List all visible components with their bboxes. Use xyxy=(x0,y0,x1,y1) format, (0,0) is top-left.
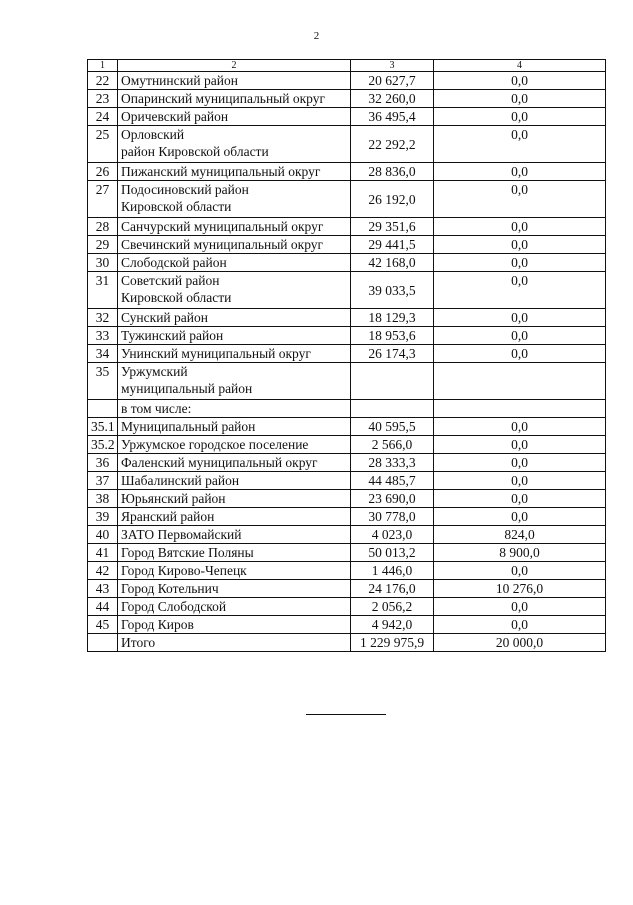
municipality-name-line: Тужинский район xyxy=(121,328,224,343)
row-number-cell: 36 xyxy=(88,454,118,472)
column-4-value-cell: 0,0 xyxy=(434,90,606,108)
table-row xyxy=(88,436,606,454)
allocation-table xyxy=(87,59,606,652)
page-number: 2 xyxy=(313,30,320,42)
column-4-value-cell: 0,0 xyxy=(434,108,606,126)
municipality-name-line: Свечинский муниципальный округ xyxy=(121,237,324,252)
row-number-cell: 27 xyxy=(88,181,118,218)
column-4-value-cell: 0,0 xyxy=(434,181,606,218)
municipality-name-line: район Кировской области xyxy=(121,144,269,159)
column-4-value-cell: 0,0 xyxy=(434,272,606,309)
column-3-value-cell: 26 192,0 xyxy=(351,181,434,218)
municipality-name-cell xyxy=(118,327,351,345)
municipality-name-line: Уржумское городское поселение xyxy=(121,437,309,452)
row-number-cell: 44 xyxy=(88,598,118,616)
column-4-value-cell: 0,0 xyxy=(434,436,606,454)
column-4-value-cell: 0,0 xyxy=(434,418,606,436)
column-3-value-cell: 18 953,6 xyxy=(351,327,434,345)
municipality-name-line: Слободской район xyxy=(121,255,227,270)
table-row xyxy=(88,218,606,236)
column-3-value-cell: 20 627,7 xyxy=(351,72,434,90)
column-4-value-cell: 0,0 xyxy=(434,72,606,90)
table-row xyxy=(88,309,606,327)
row-number-cell: 32 xyxy=(88,309,118,327)
column-4-value-cell: 0,0 xyxy=(434,126,606,163)
column-3-value-cell: 44 485,7 xyxy=(351,472,434,490)
row-number-cell: 30 xyxy=(88,254,118,272)
municipality-name-cell xyxy=(118,436,351,454)
column-3-value-cell: 30 778,0 xyxy=(351,508,434,526)
table-row xyxy=(88,526,606,544)
table-row xyxy=(88,126,606,163)
municipality-name-line: Кировской области xyxy=(121,199,232,214)
column-3-value-cell: 29 441,5 xyxy=(351,236,434,254)
column-3-value-cell: 40 595,5 xyxy=(351,418,434,436)
row-number-cell: 45 xyxy=(88,616,118,634)
table-row xyxy=(88,345,606,363)
municipality-name-cell xyxy=(118,526,351,544)
table-row xyxy=(88,181,606,218)
column-4-value-cell: 0,0 xyxy=(434,345,606,363)
municipality-name-cell xyxy=(118,490,351,508)
table-total-row xyxy=(88,634,606,652)
municipality-name-line: Опаринский муниципальный округ xyxy=(121,91,326,106)
row-number-cell: 31 xyxy=(88,272,118,309)
row-number-cell: 42 xyxy=(88,562,118,580)
column-4-value-cell: 0,0 xyxy=(434,562,606,580)
municipality-name-line: Муниципальный район xyxy=(121,419,256,434)
row-number-cell: 43 xyxy=(88,580,118,598)
municipality-name-line: в том числе: xyxy=(121,401,192,416)
column-3-value-cell: 22 292,2 xyxy=(351,126,434,163)
column-3-value-cell: 2 566,0 xyxy=(351,436,434,454)
municipality-name-line: Яранский район xyxy=(121,509,215,524)
municipality-name-cell xyxy=(118,634,351,652)
municipality-name-line: Город Кирово-Чепецк xyxy=(121,563,247,578)
table-row xyxy=(88,544,606,562)
municipality-name-line: Фаленский муниципальный округ xyxy=(121,455,318,470)
column-4-value-cell: 0,0 xyxy=(434,236,606,254)
table-row xyxy=(88,490,606,508)
row-number-cell: 37 xyxy=(88,472,118,490)
column-4-value-cell: 0,0 xyxy=(434,598,606,616)
table-row xyxy=(88,598,606,616)
municipality-name-cell xyxy=(118,126,351,163)
municipality-name-line: Омутнинский район xyxy=(121,73,238,88)
municipality-name-cell xyxy=(118,72,351,90)
municipality-name-line: Город Слободской xyxy=(121,599,227,614)
municipality-name-cell xyxy=(118,400,351,418)
row-number-cell xyxy=(88,400,118,418)
municipality-name-line: Уржумский xyxy=(121,364,188,379)
municipality-name-cell xyxy=(118,508,351,526)
municipality-name-cell xyxy=(118,254,351,272)
column-3-value-cell: 26 174,3 xyxy=(351,345,434,363)
column-3-value-cell: 4 942,0 xyxy=(351,616,434,634)
row-number-cell: 22 xyxy=(88,72,118,90)
municipality-name-cell xyxy=(118,616,351,634)
column-4-value-cell: 0,0 xyxy=(434,490,606,508)
table-row xyxy=(88,472,606,490)
table-row xyxy=(88,90,606,108)
municipality-name-cell xyxy=(118,236,351,254)
table-row xyxy=(88,72,606,90)
municipality-name-line: Орловский xyxy=(121,127,185,142)
row-number-cell: 40 xyxy=(88,526,118,544)
column-4-value-cell: 0,0 xyxy=(434,327,606,345)
column-4-value-cell xyxy=(434,400,606,418)
column-3-value-cell: 39 033,5 xyxy=(351,272,434,309)
row-number-cell: 41 xyxy=(88,544,118,562)
table-row xyxy=(88,163,606,181)
column-3-value-cell xyxy=(351,363,434,400)
column-4-value-cell: 8 900,0 xyxy=(434,544,606,562)
column-3-value-cell: 2 056,2 xyxy=(351,598,434,616)
row-number-cell: 23 xyxy=(88,90,118,108)
column-3-value-cell: 50 013,2 xyxy=(351,544,434,562)
table-row xyxy=(88,508,606,526)
row-number-cell: 29 xyxy=(88,236,118,254)
table-row xyxy=(88,236,606,254)
row-number-cell: 35.2 xyxy=(88,436,118,454)
column-4-value-cell: 0,0 xyxy=(434,309,606,327)
column-3-value-cell: 18 129,3 xyxy=(351,309,434,327)
table-row xyxy=(88,327,606,345)
table-row xyxy=(88,418,606,436)
table-row xyxy=(88,562,606,580)
column-3-value-cell: 4 023,0 xyxy=(351,526,434,544)
municipality-name-cell xyxy=(118,90,351,108)
column-3-value-cell: 32 260,0 xyxy=(351,90,434,108)
table-row xyxy=(88,272,606,309)
column-3-value-cell: 28 333,3 xyxy=(351,454,434,472)
table-header-row xyxy=(88,60,606,72)
row-number-cell: 35 xyxy=(88,363,118,400)
column-4-value-cell: 0,0 xyxy=(434,254,606,272)
municipality-name-cell xyxy=(118,108,351,126)
table-row xyxy=(88,400,606,418)
municipality-name-cell xyxy=(118,418,351,436)
table-row xyxy=(88,363,606,400)
municipality-name-cell xyxy=(118,309,351,327)
row-number-cell: 34 xyxy=(88,345,118,363)
row-number-cell xyxy=(88,634,118,652)
row-number-cell: 38 xyxy=(88,490,118,508)
column-3-value-cell: 42 168,0 xyxy=(351,254,434,272)
municipality-name-line: Юрьянский район xyxy=(121,491,226,506)
municipality-name-cell xyxy=(118,181,351,218)
column-4-value-cell: 0,0 xyxy=(434,472,606,490)
municipality-name-cell xyxy=(118,218,351,236)
column-3-value-cell: 36 495,4 xyxy=(351,108,434,126)
municipality-name-line: муниципальный район xyxy=(121,381,253,396)
column-header: 4 xyxy=(434,60,606,72)
column-3-value-cell: 23 690,0 xyxy=(351,490,434,508)
municipality-name-cell xyxy=(118,472,351,490)
municipality-name-line: Пижанский муниципальный округ xyxy=(121,164,321,179)
municipality-name-cell xyxy=(118,580,351,598)
municipality-name-line: Унинский муниципальный округ xyxy=(121,346,311,361)
row-number-cell: 26 xyxy=(88,163,118,181)
row-number-cell: 24 xyxy=(88,108,118,126)
column-4-value-cell: 20 000,0 xyxy=(434,634,606,652)
closing-divider-line xyxy=(306,714,386,715)
row-number-cell: 25 xyxy=(88,126,118,163)
column-3-value-cell: 1 229 975,9 xyxy=(351,634,434,652)
table-row xyxy=(88,254,606,272)
column-3-value-cell: 24 176,0 xyxy=(351,580,434,598)
column-3-value-cell: 29 351,6 xyxy=(351,218,434,236)
column-4-value-cell: 0,0 xyxy=(434,163,606,181)
column-4-value-cell: 824,0 xyxy=(434,526,606,544)
row-number-cell: 35.1 xyxy=(88,418,118,436)
municipality-name-line: Итого xyxy=(121,635,156,650)
table-body xyxy=(88,60,606,652)
municipality-name-cell xyxy=(118,272,351,309)
column-4-value-cell: 0,0 xyxy=(434,616,606,634)
column-3-value-cell: 28 836,0 xyxy=(351,163,434,181)
column-4-value-cell: 10 276,0 xyxy=(434,580,606,598)
municipality-name-line: Подосиновский район xyxy=(121,182,249,197)
municipality-name-line: ЗАТО Первомайский xyxy=(121,527,242,542)
municipality-name-cell xyxy=(118,345,351,363)
table-row xyxy=(88,616,606,634)
column-header: 2 xyxy=(118,60,351,72)
row-number-cell: 33 xyxy=(88,327,118,345)
municipality-name-line: Советский район xyxy=(121,273,220,288)
column-3-value-cell xyxy=(351,400,434,418)
municipality-name-cell xyxy=(118,454,351,472)
municipality-name-cell xyxy=(118,163,351,181)
column-4-value-cell: 0,0 xyxy=(434,454,606,472)
column-header: 1 xyxy=(88,60,118,72)
table-row xyxy=(88,580,606,598)
column-4-value-cell: 0,0 xyxy=(434,218,606,236)
table-row xyxy=(88,108,606,126)
municipality-name-line: Оричевский район xyxy=(121,109,229,124)
municipality-name-line: Кировской области xyxy=(121,290,232,305)
municipality-name-cell xyxy=(118,598,351,616)
row-number-cell: 28 xyxy=(88,218,118,236)
row-number-cell: 39 xyxy=(88,508,118,526)
column-4-value-cell xyxy=(434,363,606,400)
municipality-name-line: Город Киров xyxy=(121,617,194,632)
municipality-name-line: Санчурский муниципальный округ xyxy=(121,219,324,234)
column-4-value-cell: 0,0 xyxy=(434,508,606,526)
municipality-name-line: Сунский район xyxy=(121,310,208,325)
column-header: 3 xyxy=(351,60,434,72)
municipality-name-line: Город Котельнич xyxy=(121,581,219,596)
municipality-name-line: Город Вятские Поляны xyxy=(121,545,254,560)
municipality-name-cell xyxy=(118,363,351,400)
municipality-name-line: Шабалинский район xyxy=(121,473,240,488)
municipality-name-cell xyxy=(118,562,351,580)
municipality-name-cell xyxy=(118,544,351,562)
table-row xyxy=(88,454,606,472)
column-3-value-cell: 1 446,0 xyxy=(351,562,434,580)
